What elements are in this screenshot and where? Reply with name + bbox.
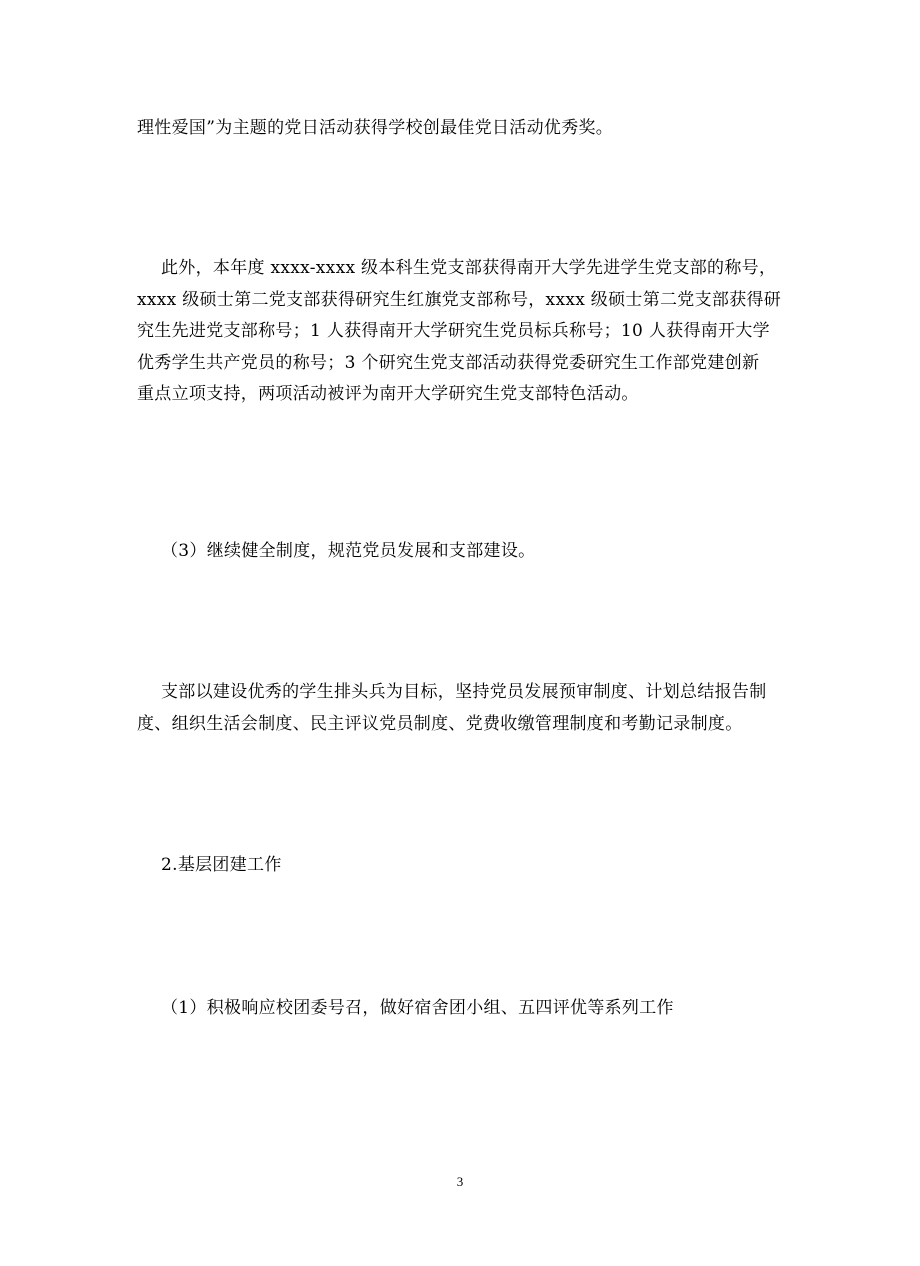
paragraph-line: 究生先进党支部称号；1 人获得南开大学研究生党员标兵称号；10 人获得南开大学 bbox=[137, 321, 770, 341]
paragraph-honors bbox=[137, 253, 787, 411]
paragraph-award-continuation bbox=[137, 113, 787, 145]
paragraph-line: xxxx 级硕士第二党支部获得研究生红旗党支部称号，xxxx 级硕士第二党支部获得研 bbox=[137, 289, 782, 310]
section-heading-league-work bbox=[137, 850, 787, 882]
page-number: 3 bbox=[456, 1174, 464, 1189]
paragraph-line: 此外，本年度 xxxx-xxxx 级本科生党支部获得南开大学先进学生党支部的称号， bbox=[161, 258, 777, 278]
paragraph-line: 支部以建设优秀的学生排头兵为目标，坚持党员发展预审制度、计划总结报告制 bbox=[161, 682, 767, 702]
paragraph-line: 优秀学生共产党员的称号；3 个研究生党支部活动获得党委研究生工作部党建创新 bbox=[137, 352, 760, 373]
paragraph-line: （1）积极响应校团委号召，做好宿舍团小组、五四评优等系列工作 bbox=[161, 998, 674, 1018]
paragraph-line: 理性爱国”为主题的党日活动获得学校创最佳党日活动优秀奖。 bbox=[137, 118, 614, 138]
subheading-system-building bbox=[137, 536, 787, 568]
paragraph-branch-systems bbox=[137, 677, 787, 740]
subheading-league-response bbox=[137, 993, 787, 1025]
paragraph-line: （3）继续健全制度，规范党员发展和支部建设。 bbox=[161, 541, 536, 561]
paragraph-line: 度、组织生活会制度、民主评议党员制度、党费收缴管理制度和考勤记录制度。 bbox=[137, 713, 743, 734]
paragraph-line: 重点立项支持，两项活动被评为南开大学研究生党支部特色活动。 bbox=[137, 384, 639, 404]
paragraph-line: 2.基层团建工作 bbox=[161, 855, 282, 875]
